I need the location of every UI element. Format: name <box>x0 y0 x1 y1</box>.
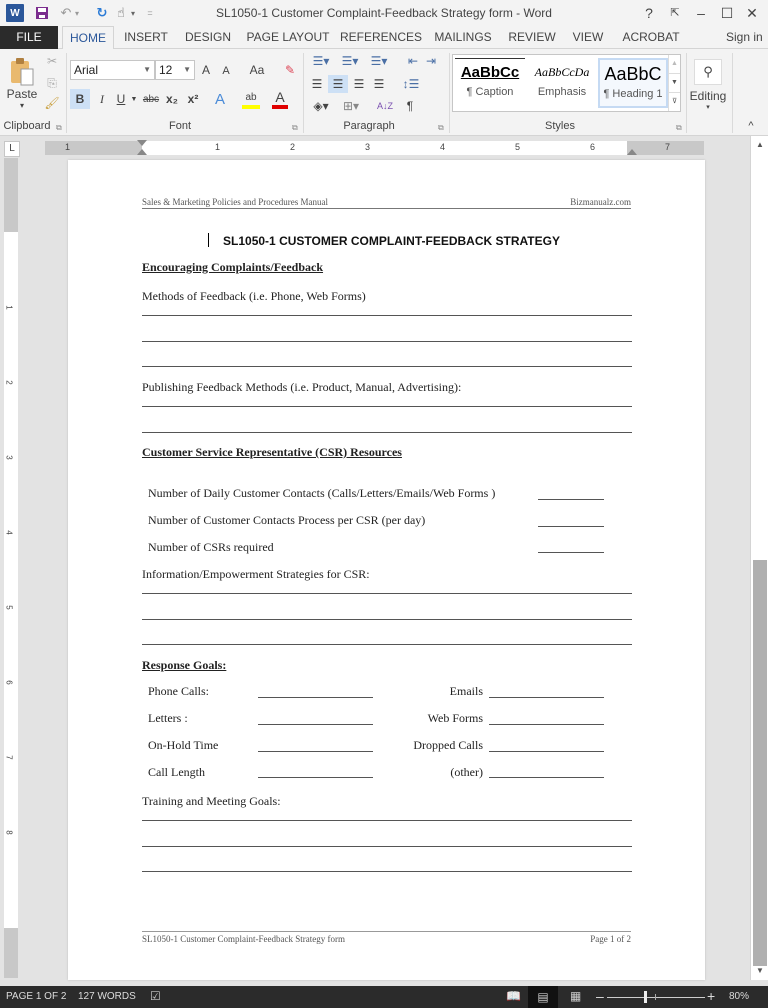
title-bar <box>0 0 768 26</box>
justify-button[interactable]: ☰ <box>373 77 385 91</box>
first-line-indent-marker[interactable] <box>137 140 147 146</box>
zoom-slider-midpoint <box>655 994 656 1000</box>
italic-button[interactable]: I <box>100 91 104 106</box>
page-footer-right: Page 1 of 2 <box>590 934 631 944</box>
sort-button[interactable]: A↓Z <box>376 101 393 111</box>
csr-row-answer-line[interactable] <box>538 526 604 527</box>
response-label-on-hold-time: On-Hold Time <box>148 738 219 752</box>
paste-button[interactable] <box>4 53 40 113</box>
tab-selector-button[interactable]: L <box>4 141 20 157</box>
window-title: SL1050-1 Customer Complaint-Feedback Strategy form - Word <box>216 6 552 20</box>
paste-dropdown-icon: ▾ <box>19 100 24 110</box>
document-page[interactable] <box>68 160 705 980</box>
training-goals-label: Training and Meeting Goals: <box>142 794 281 808</box>
group-divider <box>66 53 67 133</box>
font-name-combo[interactable]: Arial ▼ <box>70 60 155 80</box>
line-spacing-button[interactable]: ↕☰ <box>402 77 420 91</box>
proofing-icon[interactable]: ☑ <box>150 989 161 1003</box>
styles-gallery <box>452 54 681 112</box>
right-indent-marker[interactable] <box>627 149 637 155</box>
header-divider <box>142 208 631 209</box>
superscript-button[interactable]: x² <box>187 92 199 106</box>
paste-label: Paste <box>6 86 38 101</box>
publishing-answer-line[interactable] <box>142 432 632 433</box>
paragraph-group-label: Paragraph <box>343 120 395 132</box>
clear-formatting-icon[interactable]: ✎ <box>284 63 296 77</box>
response-label-other: (other) <box>450 765 483 779</box>
section-heading-csr: Customer Service Representative (CSR) Resources <box>142 445 402 459</box>
response-answer-line[interactable] <box>258 777 373 778</box>
status-bar <box>0 986 768 1008</box>
methods-answer-line[interactable] <box>142 366 632 367</box>
maximize-button[interactable]: ☐ <box>720 5 734 21</box>
clipboard-launcher-icon[interactable]: ⧉ <box>56 123 62 132</box>
strategies-answer-line[interactable] <box>142 593 632 594</box>
response-label-dropped-calls: Dropped Calls <box>413 738 483 752</box>
undo-dropdown-icon[interactable]: ▾ <box>74 8 79 18</box>
ribbon-display-options-button[interactable]: ⇱ <box>670 7 680 19</box>
font-size-combo[interactable]: 12 ▼ <box>155 60 195 80</box>
borders-button[interactable]: ⊞▾ <box>342 99 360 113</box>
ribbon-home <box>0 49 768 136</box>
word-count[interactable]: 127 WORDS <box>78 991 136 1002</box>
response-label-emails: Emails <box>449 684 483 698</box>
redo-icon[interactable]: ↻ <box>96 5 108 20</box>
close-button[interactable]: ✕ <box>746 5 758 21</box>
page-count[interactable]: PAGE 1 OF 2 <box>6 991 67 1002</box>
font-launcher-icon[interactable]: ⧉ <box>292 123 298 132</box>
style-emphasis[interactable]: AaBbCcDa Emphasis <box>534 65 590 98</box>
editing-button[interactable]: ⚲ Editing ▾ <box>690 53 726 117</box>
font-color-button[interactable]: A <box>272 89 288 109</box>
tab-design[interactable]: DESIGN <box>184 30 231 44</box>
csr-row-label: Number of Customer Contacts Process per CSR (per day) <box>148 513 426 527</box>
tab-page-layout[interactable]: PAGE LAYOUT <box>246 30 330 44</box>
page-header-right: Bizmanualz.com <box>570 197 631 207</box>
response-label-web-forms: Web Forms <box>427 711 483 725</box>
customize-toolbar-icon[interactable]: = <box>147 8 153 18</box>
format-painter-icon[interactable]: 🖌 <box>44 96 60 110</box>
tab-references[interactable]: REFERENCES <box>340 30 423 44</box>
methods-answer-line[interactable] <box>142 315 632 316</box>
highlight-button[interactable]: ab <box>242 89 260 109</box>
print-layout-icon[interactable]: ▤ <box>528 986 558 1008</box>
zoom-out-button[interactable]: – <box>596 988 604 1004</box>
tab-review[interactable]: REVIEW <box>508 30 556 44</box>
copy-icon[interactable]: ⎘ <box>47 75 57 90</box>
collapse-ribbon-button[interactable]: ^ <box>748 120 754 132</box>
tab-view[interactable]: VIEW <box>572 30 604 44</box>
align-right-button[interactable]: ☰ <box>353 77 365 91</box>
web-layout-icon[interactable]: ▦ <box>570 989 582 1003</box>
underline-dropdown-icon[interactable]: ▼ <box>130 95 138 103</box>
response-answer-line[interactable] <box>489 724 604 725</box>
decrease-indent-button[interactable]: ⇤ <box>407 54 419 68</box>
document-title: SL1050-1 CUSTOMER COMPLAINT-FEEDBACK STRATEGY <box>223 234 560 248</box>
ribbon-tabs <box>0 26 768 49</box>
tab-acrobat[interactable]: ACROBAT <box>622 30 680 44</box>
styles-scroll-down-icon[interactable]: ▼ <box>668 73 680 92</box>
numbering-button[interactable]: ☰▾ <box>341 54 359 68</box>
bold-button[interactable]: B <box>70 89 90 109</box>
group-divider <box>303 53 304 133</box>
styles-scroll-up-icon[interactable]: ▲ <box>668 55 680 73</box>
response-label-letters: Letters : <box>148 711 188 725</box>
chevron-down-icon: ▼ <box>143 65 151 74</box>
group-divider <box>686 53 687 133</box>
align-center-button[interactable]: ☰ <box>328 75 348 93</box>
scroll-up-icon[interactable]: ▲ <box>756 140 764 149</box>
minimize-button[interactable]: – <box>697 5 705 21</box>
subscript-button[interactable]: x₂ <box>165 92 178 106</box>
scrollbar-thumb[interactable] <box>753 560 767 966</box>
scroll-down-icon[interactable]: ▼ <box>756 966 764 975</box>
response-answer-line[interactable] <box>258 724 373 725</box>
left-indent-marker[interactable] <box>137 149 147 155</box>
change-case-button[interactable]: Aa <box>249 63 265 77</box>
binoculars-icon: ⚲ <box>694 59 722 85</box>
response-label-call-length: Call Length <box>148 765 205 779</box>
help-button[interactable]: ? <box>645 5 653 21</box>
vertical-scrollbar[interactable] <box>750 136 768 980</box>
font-group-label: Font <box>168 120 191 132</box>
horizontal-ruler[interactable]: 1 1 2 3 4 5 6 7 <box>45 141 704 155</box>
paragraph-launcher-icon[interactable]: ⧉ <box>438 123 444 132</box>
strategies-answer-line[interactable] <box>142 619 632 620</box>
tab-file[interactable]: FILE <box>0 26 58 49</box>
sign-in-link[interactable]: Sign in <box>726 30 763 44</box>
response-answer-line[interactable] <box>489 751 604 752</box>
clipboard-icon <box>9 57 35 87</box>
grow-font-button[interactable]: A <box>201 63 210 77</box>
underline-button[interactable]: U <box>116 92 126 106</box>
page-footer-left: SL1050-1 Customer Complaint-Feedback Strategy form <box>142 934 345 944</box>
zoom-in-button[interactable]: + <box>707 988 716 1004</box>
multilevel-list-button[interactable]: ☰▾ <box>370 54 388 68</box>
word-app-icon[interactable]: W <box>6 4 24 22</box>
read-mode-icon[interactable]: 📖 <box>506 989 521 1003</box>
csr-row-label: Number of Daily Customer Contacts (Calls/Letters/Emails/Web Forms ) <box>148 486 496 500</box>
training-answer-line[interactable] <box>142 871 632 872</box>
align-left-button[interactable]: ☰ <box>311 77 323 91</box>
undo-icon[interactable]: ↶ <box>60 5 72 20</box>
tab-home[interactable]: HOME <box>62 26 114 50</box>
response-answer-line[interactable] <box>489 697 604 698</box>
style-heading-1[interactable]: AaBbC ¶ Heading 1 <box>598 58 668 108</box>
response-answer-line[interactable] <box>258 751 373 752</box>
methods-answer-line[interactable] <box>142 341 632 342</box>
shading-button[interactable]: ◈▾ <box>313 99 329 113</box>
training-answer-line[interactable] <box>142 846 632 847</box>
styles-group-label: Styles <box>545 120 575 132</box>
publishing-methods-label: Publishing Feedback Methods (i.e. Product, Manual, Advertising): <box>142 380 462 394</box>
shrink-font-button[interactable]: A <box>222 65 230 77</box>
methods-of-feedback-label: Methods of Feedback (i.e. Phone, Web Forms) <box>142 289 366 303</box>
text-effects-button[interactable]: A <box>214 90 225 108</box>
styles-more-icon[interactable]: ⊽ <box>668 92 680 111</box>
publishing-answer-line[interactable] <box>142 406 632 407</box>
cut-icon[interactable]: ✂ <box>46 54 58 68</box>
vertical-ruler[interactable]: 1 2 3 4 5 6 7 8 <box>4 158 18 978</box>
show-formatting-button[interactable]: ¶ <box>406 99 414 113</box>
chevron-down-icon: ▼ <box>183 65 191 74</box>
styles-launcher-icon[interactable]: ⧉ <box>676 123 682 132</box>
group-divider <box>449 53 450 133</box>
touch-mode-icon[interactable]: ☝ <box>117 5 125 20</box>
page-header-left: Sales & Marketing Policies and Procedures Manual <box>142 197 328 207</box>
bullets-button[interactable]: ☰▾ <box>312 54 330 68</box>
zoom-level[interactable]: 80% <box>729 991 750 1002</box>
training-answer-line[interactable] <box>142 820 632 821</box>
response-label-phone-calls: Phone Calls: <box>148 684 210 698</box>
strategies-label: Information/Empowerment Strategies for CSR: <box>142 567 370 581</box>
style-caption[interactable]: AaBbCc ¶ Caption <box>455 58 525 108</box>
touch-mode-dropdown-icon[interactable]: ▾ <box>130 8 135 18</box>
section-heading-response-goals: Response Goals: <box>142 658 227 672</box>
response-answer-line[interactable] <box>258 697 373 698</box>
zoom-slider[interactable] <box>607 997 705 998</box>
strikethrough-button[interactable]: abc <box>142 93 160 105</box>
csr-row-label: Number of CSRs required <box>148 540 274 554</box>
clipboard-group-label: Clipboard <box>3 120 51 132</box>
group-divider <box>732 53 733 133</box>
tab-insert[interactable]: INSERT <box>124 30 168 44</box>
zoom-slider-thumb[interactable] <box>644 991 647 1003</box>
tab-mailings[interactable]: MAILINGS <box>434 30 492 44</box>
csr-row-answer-line[interactable] <box>538 552 604 553</box>
csr-row-answer-line[interactable] <box>538 499 604 500</box>
footer-divider <box>142 931 631 932</box>
strategies-answer-line[interactable] <box>142 644 632 645</box>
response-answer-line[interactable] <box>489 777 604 778</box>
section-heading-encouraging: Encouraging Complaints/Feedback <box>142 260 324 274</box>
increase-indent-button[interactable]: ⇥ <box>425 54 437 68</box>
